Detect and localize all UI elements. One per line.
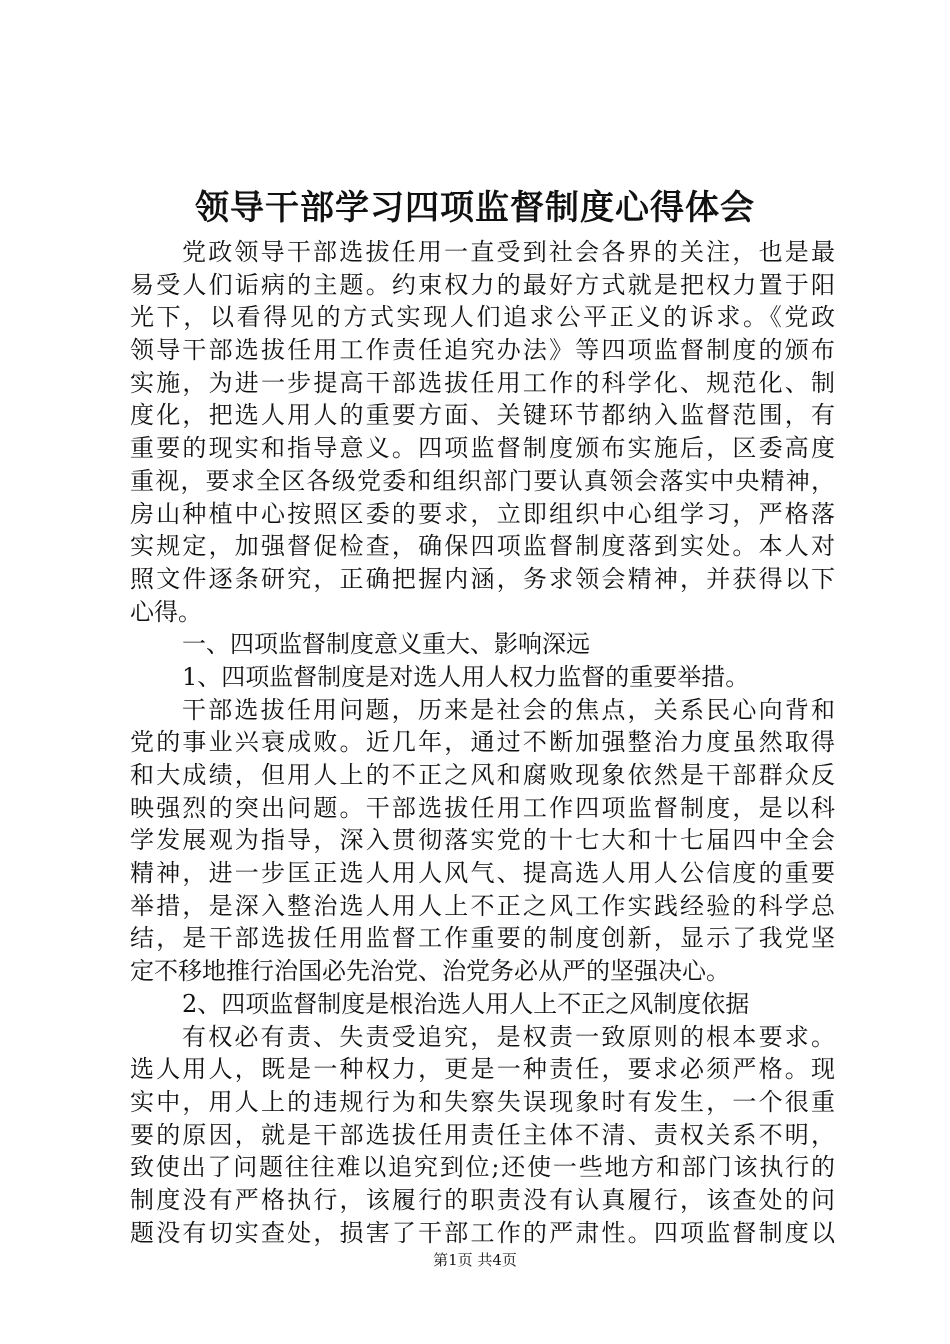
subsection-heading: 1、四项监督制度是对选人用人权力监督的重要举措。	[182, 662, 750, 691]
body-line: 实规定，加强督促检查，确保四项监督制度落到实处。本人对	[130, 532, 835, 561]
body-line: 题没有切实查处，损害了干部工作的严肃性。四项监督制度以	[130, 1218, 835, 1247]
page-number: 第1页 共4页	[433, 1251, 517, 1269]
body-line: 学发展观为指导，深入贯彻落实党的十七大和十七届四中全会	[130, 826, 835, 855]
body-line: 党政领导干部选拔任用一直受到社会各界的关注，也是最	[182, 238, 835, 266]
body-line: 重视，要求全区各级党委和组织部门要认真领会落实中央精神，	[130, 466, 835, 495]
body-line: 党的事业兴衰成败。近几年，通过不断加强整治力度虽然取得	[130, 728, 835, 757]
body-line: 映强烈的突出问题。干部选拔任用工作四项监督制度，是以科	[130, 793, 835, 822]
body-line: 易受人们诟病的主题。约束权力的最好方式就是把权力置于阳	[130, 270, 835, 299]
body-line: 领导干部选拔任用工作责任追究办法》等四项监督制度的颁布	[130, 336, 835, 365]
body-line: 干部选拔任用问题，历来是社会的焦点，关系民心向背和	[182, 695, 835, 724]
section-heading: 一、四项监督制度意义重大、影响深远	[182, 630, 590, 659]
body-line: 光下，以看得见的方式实现人们追求公平正义的诉求。《党政	[130, 303, 835, 332]
body-line: 精神，进一步匡正选人用人风气、提高选人用人公信度的重要	[130, 859, 835, 888]
body-line: 要的原因，就是干部选拔任用责任主体不清、责权关系不明，	[130, 1120, 835, 1149]
body-line: 和大成绩，但用人上的不正之风和腐败现象依然是干部群众反	[130, 761, 835, 789]
body-line: 致使出了问题往往难以追究到位;还使一些地方和部门该执行的	[130, 1153, 835, 1182]
body-line: 选人用人，既是一种权力，更是一种责任，要求必须严格。现	[130, 1055, 835, 1084]
document-title: 领导干部学习四项监督制度心得体会	[195, 188, 755, 228]
body-line: 制度没有严格执行，该履行的职责没有认真履行，该查处的问	[130, 1185, 835, 1214]
subsection-heading: 2、四项监督制度是根治选人用人上不正之风制度依据	[182, 989, 750, 1018]
body-line: 定不移地推行治国必先治党、治党务必从严的坚强决心。	[130, 957, 730, 986]
body-line: 度化，把选人用人的重要方面、关键环节都纳入监督范围，有	[130, 401, 835, 430]
body-line: 举措，是深入整治选人用人上不正之风工作实践经验的科学总	[130, 891, 835, 920]
body-line: 心得。	[130, 597, 202, 626]
body-line: 实施，为进一步提高干部选拔任用工作的科学化、规范化、制	[130, 368, 835, 397]
body-line: 照文件逐条研究，正确把握内涵，务求领会精神，并获得以下	[130, 564, 835, 593]
body-line: 有权必有责、失责受追究，是权责一致原则的根本要求。	[182, 1022, 835, 1051]
document-body	[130, 236, 835, 1249]
body-line: 重要的现实和指导意义。四项监督制度颁布实施后，区委高度	[130, 434, 835, 463]
body-line: 房山种植中心按照区委的要求，立即组织中心组学习，严格落	[130, 499, 835, 528]
body-line: 实中，用人上的违规行为和失察失误现象时有发生，一个很重	[130, 1087, 835, 1116]
body-line: 结，是干部选拔任用监督工作重要的制度创新，显示了我党坚	[130, 924, 835, 953]
